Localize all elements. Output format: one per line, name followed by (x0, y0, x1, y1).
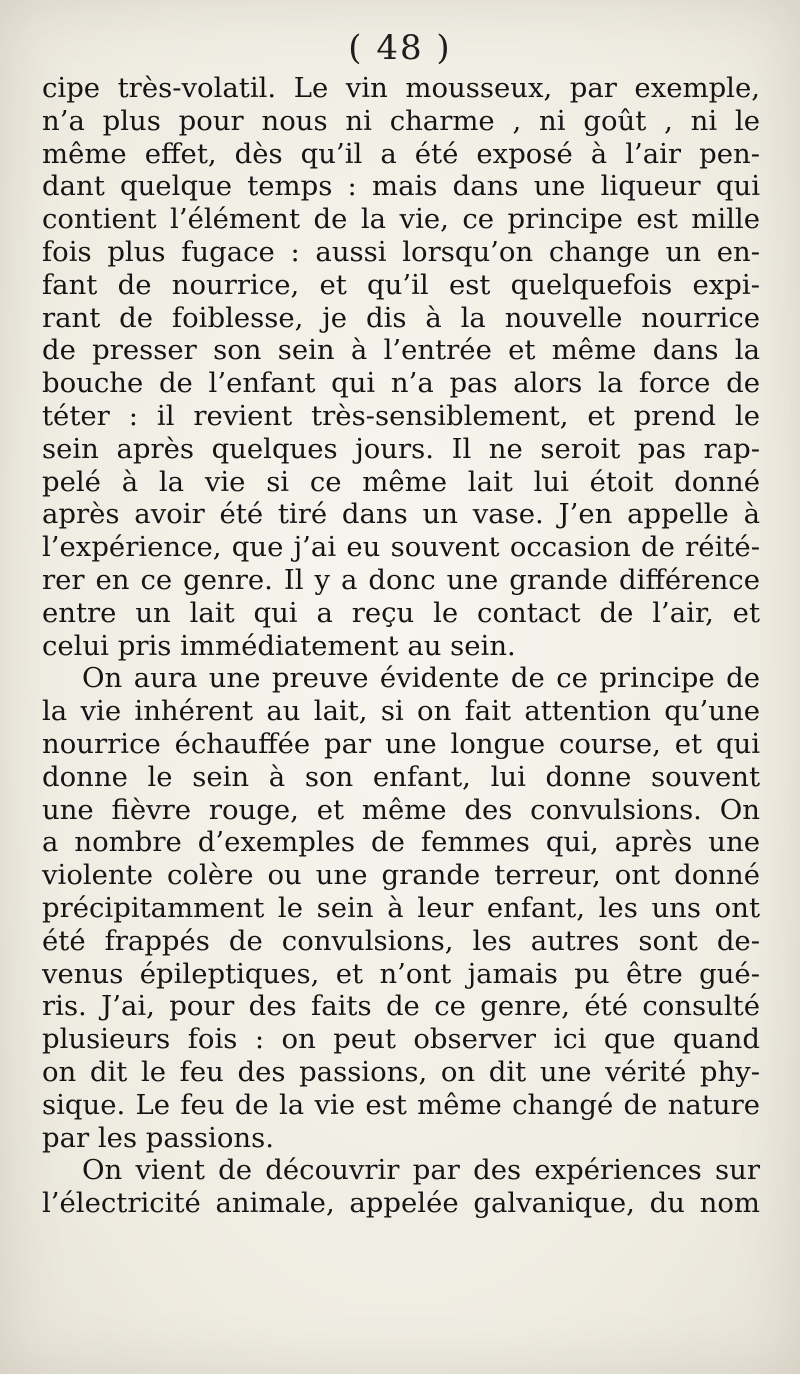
text-line: fant de nourrice, et qu’il est quelquefois expi- (42, 268, 760, 301)
text-line: été frappés de convulsions, les autres sont de- (42, 924, 760, 957)
text-line: l’électricité animale, appelée galvanique, du nom (42, 1187, 760, 1220)
text-line: rer en ce genre. Il y a donc une grande différence (42, 563, 760, 596)
text-line: donne le sein à son enfant, lui donne souvent (42, 760, 760, 793)
text-line: entre un lait qui a reçu le contact de l’air, et (42, 596, 760, 629)
text-line: l’expérience, que j’ai eu souvent occasion de réité- (42, 531, 760, 564)
text-line: après avoir été tiré dans un vase. J’en appelle à (42, 498, 760, 531)
text-line: n’a plus pour nous ni charme , ni goût , ni le (42, 104, 760, 137)
text-line: plusieurs fois : on peut observer ici que quand (42, 1023, 760, 1056)
text-line: nourrice échauffée par une longue course, et qui (42, 727, 760, 760)
text-line: dant quelque temps : mais dans une liqueur qui (42, 170, 760, 203)
text-line: téter : il revient très-sensiblement, et prend le (42, 399, 760, 432)
text-line: a nombre d’exemples de femmes qui, après une (42, 826, 760, 859)
body-text (42, 72, 760, 1220)
text-line: celui pris immédiatement au sein. (42, 629, 516, 662)
text-line: même effet, dès qu’il a été exposé à l’air pen- (42, 137, 760, 170)
text-line: de presser son sein à l’entrée et même dans la (42, 334, 760, 367)
text-line: par les passions. (42, 1121, 274, 1154)
page-number: ( 48 ) (348, 28, 452, 68)
text-line: une fièvre rouge, et même des convulsions. On (42, 793, 760, 826)
text-line: la vie inhérent au lait, si on fait attention qu’une (42, 695, 760, 728)
text-line: ris. J’ai, pour des faits de ce genre, été consulté (42, 990, 760, 1023)
text-line: cipe très-volatil. Le vin mousseux, par exemple, (42, 72, 760, 104)
text-line: précipitamment le sein à leur enfant, les uns ont (42, 891, 760, 924)
text-line: rant de foiblesse, je dis à la nouvelle nourrice (42, 301, 760, 334)
text-line: sein après quelques jours. Il ne seroit pas rap- (42, 432, 760, 465)
text-line: fois plus fugace : aussi lorsqu’on change un en- (42, 235, 760, 268)
text-line: bouche de l’enfant qui n’a pas alors la force de (42, 367, 760, 400)
text-line: pelé à la vie si ce même lait lui étoit donné (42, 465, 760, 498)
text-line: venus épileptiques, et n’ont jamais pu être gué- (42, 957, 760, 990)
text-line: On aura une preuve évidente de ce principe de (82, 662, 760, 695)
text-line: contient l’élément de la vie, ce principe est mille (42, 203, 760, 236)
text-line: sique. Le feu de la vie est même changé de nature (42, 1088, 760, 1121)
text-line: On vient de découvrir par des expériences sur (82, 1154, 760, 1187)
text-line: violente colère ou une grande terreur, ont donné (42, 859, 760, 892)
text-line: on dit le feu des passions, on dit une vérité phy- (42, 1055, 760, 1088)
